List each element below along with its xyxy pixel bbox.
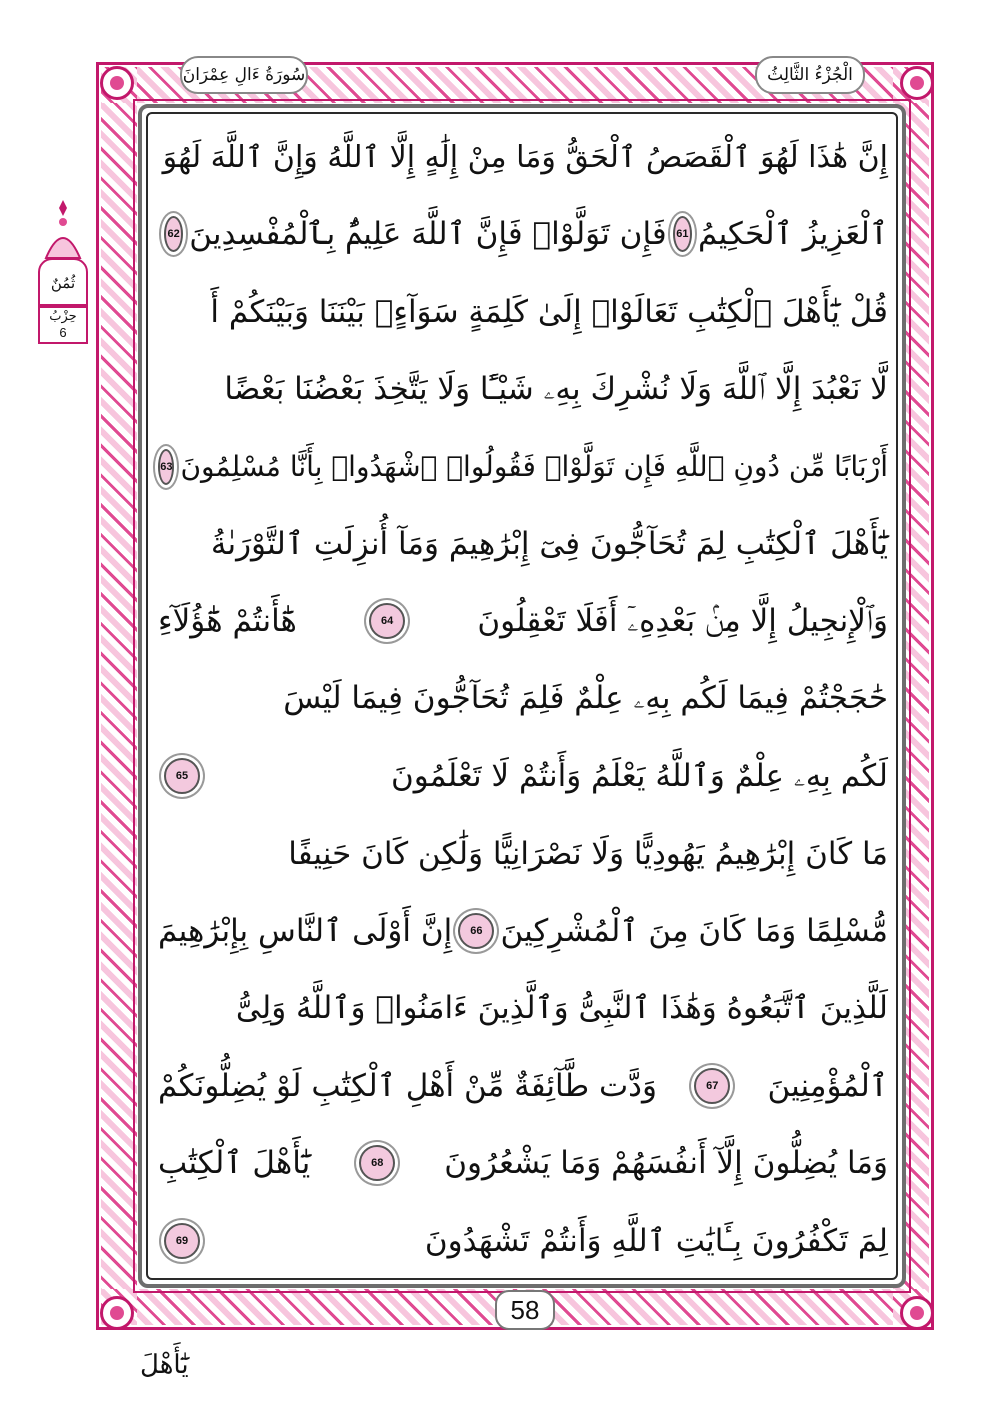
verse-text: قُلْ يَٰٓأَهْلَ ٱلْكِتَٰبِ تَعَالَوْا۟ إِلَىٰ كَلِمَةٍ سَوَآءٍۭ بَيْنَنَا وَبَيْنَكُمْ أَ (210, 293, 888, 330)
text-line (158, 1210, 888, 1272)
page-number: 58 (495, 1290, 555, 1330)
text-line (158, 281, 888, 343)
text-line (158, 668, 888, 730)
text-line (158, 1132, 888, 1194)
juz-label: الْجُزْءُ الثَّالِثُ (755, 56, 865, 94)
quran-text (158, 118, 888, 1280)
ayah-number-marker: 63 (158, 449, 174, 485)
corner-ornament-bottom-right (900, 1296, 934, 1330)
ayah-number-marker: 65 (164, 758, 200, 794)
corner-ornament-top-right (900, 66, 934, 100)
text-line (158, 203, 888, 265)
verse-text: إِنَّ هَٰذَا لَهُوَ ٱلْقَصَصُ ٱلْحَقُّ وَمَا مِنْ إِلَٰهٍ إِلَّا ٱللَّهُ وَإِنَّ ٱللَّهَ لَهُوَ (162, 139, 888, 175)
verse-text: مَا كَانَ إِبْرَٰهِيمُ يَهُودِيًّا وَلَا نَصْرَانِيًّا وَلَٰكِن كَانَ حَنِيفًا (288, 835, 888, 872)
verse-text: ٱلْمُؤْمِنِينَ (767, 1067, 888, 1104)
ayah-number-marker: 67 (694, 1068, 730, 1104)
verse-text: وَمَا يُضِلُّونَ إِلَّآ أَنفُسَهُمْ وَمَا يَشْعُرُونَ (444, 1145, 888, 1182)
text-line (158, 1055, 888, 1117)
verse-text: حَٰجَجْتُمْ فِيمَا لَكُم بِهِۦ عِلْمٌ فَلِمَ تُحَآجُّونَ فِيمَا لَيْسَ (283, 680, 888, 717)
catchword: يَٰٓأَهْلَ (140, 1350, 189, 1380)
surah-title: سُورَةُ ءَالِ عِمْرَانَ (180, 56, 308, 94)
thumun-marker (38, 258, 88, 306)
verse-text: إِنَّ أَوْلَى ٱلنَّاسِ بِإِبْرَٰهِيمَ (158, 913, 453, 949)
ayah-number-marker: 64 (369, 603, 405, 639)
text-line (158, 900, 888, 962)
hizb-box (38, 306, 88, 344)
hizb-number: 6 (59, 325, 67, 340)
text-line (158, 126, 888, 188)
ayah-number-marker: 66 (458, 913, 494, 949)
text-line (158, 823, 888, 885)
verse-text: لَكُم بِهِۦ عِلْمٌ وَٱللَّهُ يَعْلَمُ وَأَنتُمْ لَا تَعْلَمُونَ (391, 757, 888, 794)
verse-text: فَإِن تَوَلَّوْا۟ فَإِنَّ ٱللَّهَ عَلِيمٌۢ بِٱلْمُفْسِدِينَ (189, 216, 667, 253)
ayah-number-marker: 62 (164, 216, 183, 252)
ayah-number-marker: 68 (359, 1145, 395, 1181)
verse-text: وَدَّت طَّآئِفَةٌ مِّنْ أَهْلِ ٱلْكِتَٰبِ لَوْ يُضِلُّونَكُمْ (158, 1067, 657, 1104)
verse-text: ٱلْعَزِيزُ ٱلْحَكِيمُ (698, 216, 888, 253)
text-line (158, 745, 888, 807)
text-line (158, 977, 888, 1039)
verse-text: لِمَ تَكْفُرُونَ بِـَٔايَٰتِ ٱللَّهِ وَأَنتُمْ تَشْهَدُونَ (424, 1222, 888, 1259)
corner-ornament-bottom-left (100, 1296, 134, 1330)
verse-text: لَّا نَعْبُدَ إِلَّا ٱللَّهَ وَلَا نُشْرِكَ بِهِۦ شَيْـًٔا وَلَا يَتَّخِذَ بَعْضُنَا بَعْضًا (224, 370, 888, 407)
verse-text: يَٰٓأَهْلَ ٱلْكِتَٰبِ (158, 1145, 311, 1182)
text-line (158, 513, 888, 575)
verse-text: مُّسْلِمًا وَمَا كَانَ مِنَ ٱلْمُشْرِكِينَ (500, 913, 888, 949)
text-line (158, 358, 888, 420)
text-line (158, 436, 888, 498)
corner-ornament-top-left (100, 66, 134, 100)
verse-text: هَٰٓأَنتُمْ هَٰٓؤُلَآءِ (158, 603, 297, 640)
hizb-label: حِزْبُ (49, 309, 77, 324)
verse-text: وَٱلْإِنجِيلُ إِلَّا مِنۢ بَعْدِهِۦٓ أَفَلَا تَعْقِلُونَ (477, 602, 888, 639)
text-line (158, 590, 888, 652)
ayah-number-marker: 61 (673, 216, 692, 252)
thumun-label: ثُمُنٌ (50, 274, 76, 292)
verse-text: لَلَّذِينَ ٱتَّبَعُوهُ وَهَٰذَا ٱلنَّبِىُّ وَٱلَّذِينَ ءَامَنُوا۟ وَٱللَّهُ وَلِىُّ (235, 990, 888, 1027)
verse-text: أَرْبَابًا مِّن دُونِ ٱللَّهِ فَإِن تَوَلَّوْا۟ فَقُولُوا۟ ٱشْهَدُوا۟ بِأَنَّا مُسْلِمُونَ (180, 450, 888, 484)
verse-text: يَٰٓأَهْلَ ٱلْكِتَٰبِ لِمَ تُحَآجُّونَ فِىٓ إِبْرَٰهِيمَ وَمَآ أُنزِلَتِ ٱلتَّوْرَىٰةُ (210, 526, 888, 562)
ayah-number-marker: 69 (164, 1223, 200, 1259)
